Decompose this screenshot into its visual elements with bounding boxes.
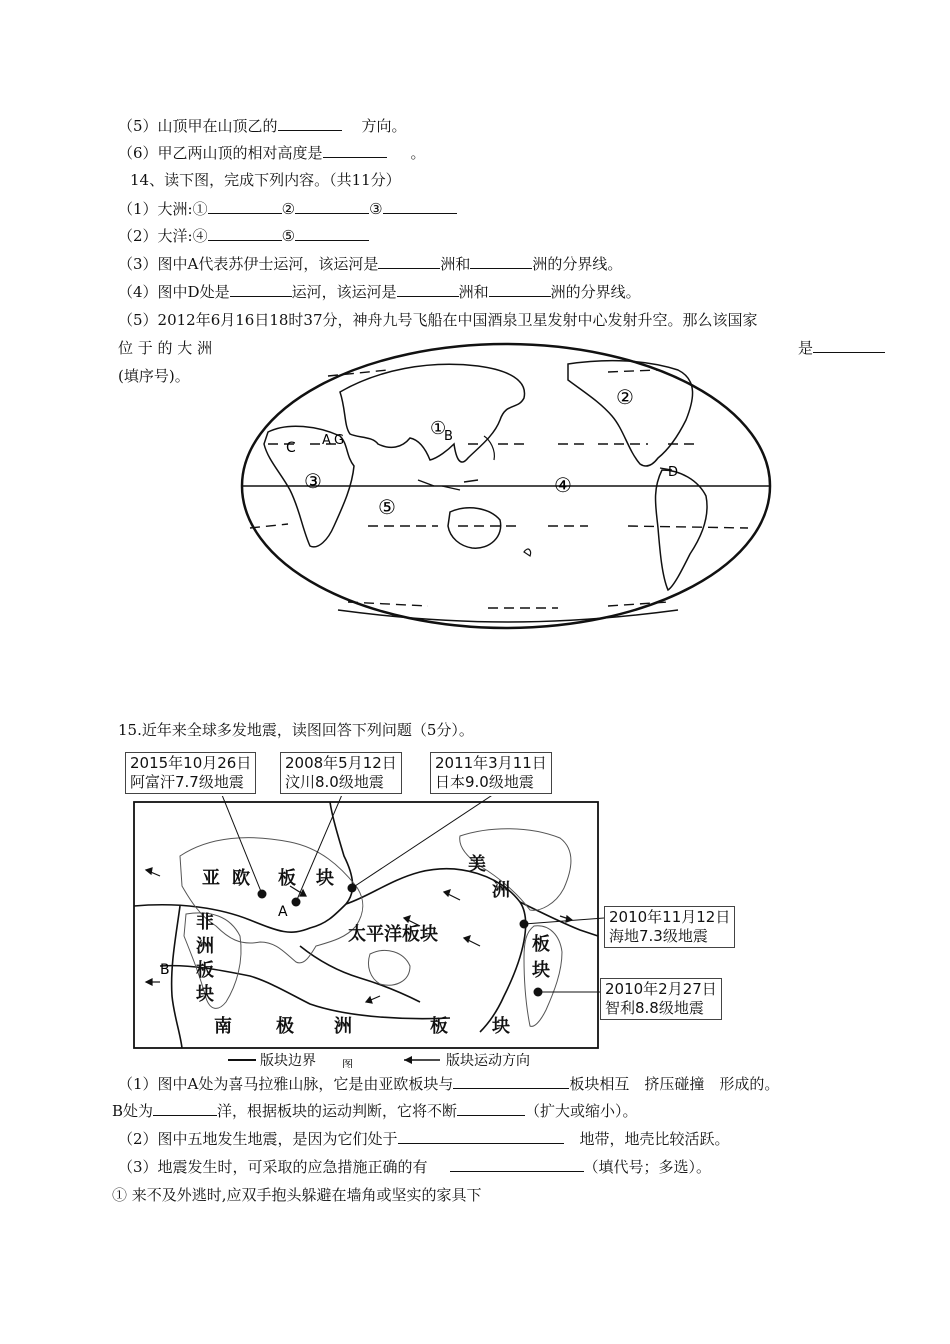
answer-blank[interactable] (398, 1129, 564, 1144)
plate-label-antarctic-1: 南 (214, 1016, 232, 1037)
plate-label-B: B (160, 962, 170, 978)
plate-label-america-1: 美 (468, 854, 486, 875)
answer-blank[interactable] (457, 1101, 525, 1116)
legend-boundary: 版块边界 (260, 1053, 316, 1068)
q14-q5-line2a: 位 于 的 大 洲 (118, 339, 213, 357)
q14-q4: （4）图中D处是 运河，该运河是 洲和 洲的分界线。 (118, 283, 641, 301)
answer-blank[interactable] (397, 282, 459, 297)
map-label-D: D (668, 465, 679, 480)
quake-box-japan: 2011年3月11日 日本9.0级地震 (430, 752, 552, 794)
q15-title: 15.近年来全球多发地震，读图回答下列问题（5分）。 (118, 721, 474, 739)
plate-label-antarctic-3: 洲 (334, 1016, 352, 1037)
q14-q5-line3: (填序号)。 (118, 367, 190, 385)
q14-q1: （1）大洲:① ② ③ (118, 199, 457, 219)
plate-label-antarctic-2: 极 (276, 1016, 294, 1037)
answer-blank[interactable] (208, 199, 282, 214)
q14-q5-line2b: 是 (798, 338, 885, 358)
answer-blank[interactable] (813, 338, 885, 353)
map-label-C: C (286, 440, 296, 456)
answer-blank[interactable] (295, 199, 369, 214)
world-map (228, 340, 784, 632)
plate-label-eurasia-2: 欧 (232, 868, 250, 889)
answer-blank[interactable] (153, 1101, 217, 1116)
answer-blank[interactable] (230, 282, 292, 297)
plate-label-africa-4: 块 (196, 984, 214, 1005)
map-label-o5: ⑤ (378, 495, 396, 519)
plate-label-america-2: 洲 (492, 880, 510, 901)
plate-label-antarctic-4: 板 (430, 1016, 448, 1037)
quake-box-afghanistan: 2015年10月26日 阿富汗7.7级地震 (125, 752, 256, 794)
q15-q2: （2）图中五地发生地震，是因为它们处于 地带，地壳比较活跃。 (118, 1130, 730, 1148)
map-label-o4: ④ (554, 473, 572, 497)
map-label-c3: ③ (304, 469, 322, 493)
plate-label-A: A (278, 904, 288, 920)
q13-line6: （6）甲乙两山顶的相对高度是 。 (118, 144, 426, 162)
map-label-G: G (334, 433, 345, 448)
plate-label-america-4: 块 (532, 960, 550, 981)
legend-fig: 图 (342, 1058, 353, 1068)
answer-blank[interactable] (278, 116, 342, 131)
answer-blank[interactable] (470, 254, 532, 269)
q15-q3: （3）地震发生时，可采取的应急措施正确的有 （填代号；多选）。 (118, 1158, 712, 1176)
quake-box-chile: 2010年2月27日 智利8.8级地震 (600, 978, 722, 1020)
plate-label-africa-2: 洲 (196, 936, 214, 957)
answer-blank[interactable] (378, 254, 440, 269)
quake-box-haiti: 2010年11月12日 海地7.3级地震 (604, 906, 735, 948)
plate-label-eurasia-3: 板 (278, 868, 296, 889)
q15-q1: （1）图中A处为喜马拉雅山脉，它是由亚欧板块与 板块相互 挤压碰撞 形成的。 (118, 1075, 780, 1093)
q14-title: 14、读下图，完成下列内容。（共11分） (130, 171, 401, 189)
map-label-c1: ① (430, 418, 447, 439)
plate-label-eurasia-1: 亚 (202, 868, 220, 889)
plate-label-eurasia-4: 块 (316, 868, 334, 889)
answer-blank[interactable] (450, 1157, 584, 1172)
answer-blank[interactable] (453, 1074, 569, 1089)
q15-q1-line2: B处为 洋，根据板块的运动判断，它将不断 （扩大或缩小）。 (112, 1102, 638, 1120)
answer-blank[interactable] (489, 282, 551, 297)
q14-q3: （3）图中A代表苏伊士运河，该运河是 洲和 洲的分界线。 (118, 255, 623, 273)
answer-blank[interactable] (323, 143, 387, 158)
map-label-B: B (444, 429, 453, 444)
answer-blank[interactable] (383, 199, 457, 214)
q15-option-1: ① 来不及外逃时,应双手抱头躲避在墙角或坚实的家具下 (112, 1186, 482, 1204)
map-label-A: A (322, 433, 331, 448)
plate-label-africa-1: 非 (196, 912, 214, 933)
legend-direction: 版块运动方向 (446, 1053, 530, 1068)
plate-label-pacific: 太平洋板块 (348, 924, 438, 945)
quake-box-wenchuan: 2008年5月12日 汶川8.0级地震 (280, 752, 402, 794)
answer-blank[interactable] (208, 226, 282, 241)
plate-label-america-3: 板 (532, 934, 550, 955)
answer-blank[interactable] (295, 226, 369, 241)
q14-q5-line1: （5）2012年6月16日18时37分，神舟九号飞船在中国酒泉卫星发射中心发射升空。那么该国家 (118, 311, 758, 329)
q13-line5: （5）山顶甲在山顶乙的 方向。 (118, 117, 407, 135)
plate-label-africa-3: 板 (196, 960, 214, 981)
map-label-c2: ② (616, 385, 634, 409)
plate-label-antarctic-5: 块 (492, 1016, 510, 1037)
q14-q2: （2）大洋:④ ⑤ (118, 226, 369, 246)
